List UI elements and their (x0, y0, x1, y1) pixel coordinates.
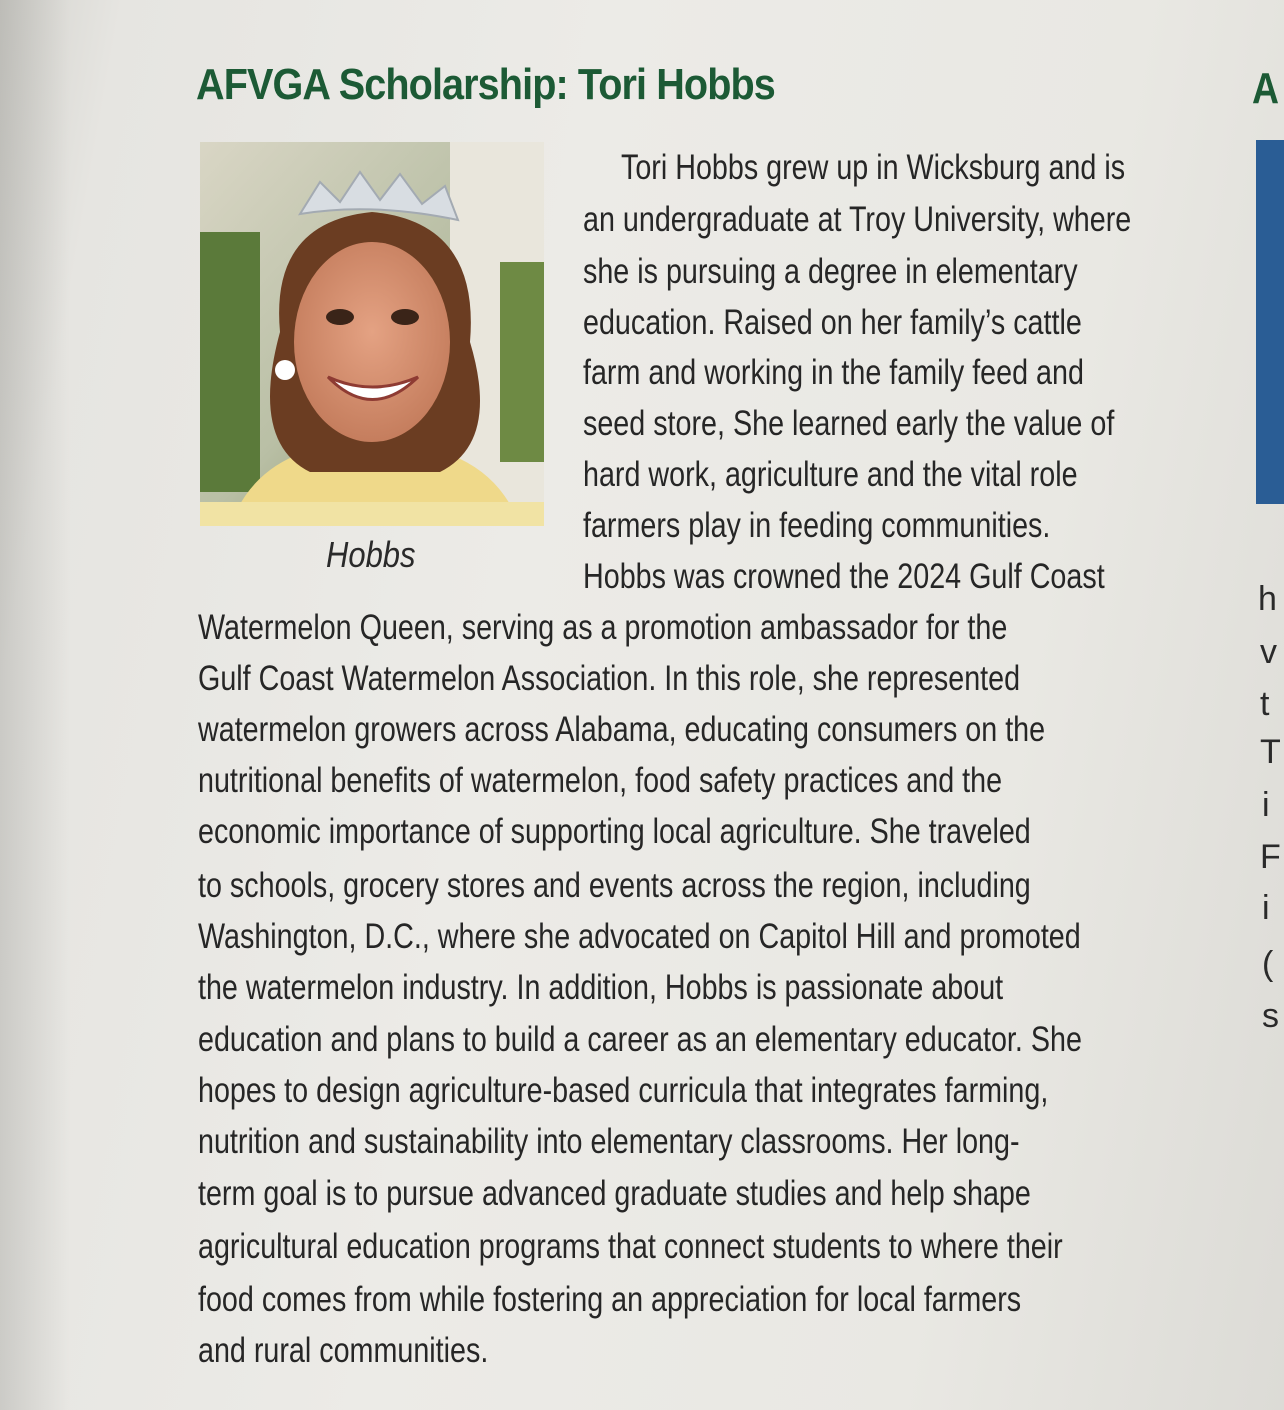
body-line: Gulf Coast Watermelon Association. In this role, she represented (198, 659, 1021, 698)
body-line: economic importance of supporting local agriculture. She traveled (198, 812, 1031, 851)
body-line: food comes from while fostering an appreciation for local farmers (198, 1280, 1022, 1319)
adjacent-text-fragment: v (1260, 633, 1277, 671)
adjacent-text-fragment: ( (1262, 945, 1274, 983)
body-line: Hobbs was crowned the 2024 Gulf Coast (583, 557, 1105, 596)
page-shadow (0, 0, 70, 1410)
body-line: and rural communities. (198, 1331, 489, 1370)
body-line: Tori Hobbs grew up in Wicksburg and is (621, 148, 1126, 187)
body-line: nutrition and sustainability into elementary classrooms. Her long- (198, 1122, 1020, 1161)
body-line: education. Raised on her family’s cattle (583, 303, 1082, 342)
photo-caption: Hobbs (326, 534, 416, 575)
body-line: education and plans to build a career as an elementary educator. She (198, 1020, 1082, 1059)
adjacent-text-fragment: h (1258, 580, 1277, 618)
body-line: Washington, D.C., where she advocated on Capitol Hill and promoted (198, 917, 1081, 956)
adjacent-text-fragment: F (1260, 838, 1281, 876)
adjacent-text-fragment: t (1260, 685, 1270, 723)
portrait-photo (200, 142, 544, 526)
body-line: seed store, She learned early the value of (583, 404, 1115, 443)
body-line: farmers play in feeding communities. (583, 506, 1051, 545)
adjacent-page-header: A (1252, 64, 1280, 113)
body-line: an undergraduate at Troy University, where (583, 200, 1132, 239)
adjacent-page-blue-panel (1256, 140, 1284, 504)
body-line: agricultural education programs that connect students to where their (198, 1227, 1063, 1266)
body-line: hopes to design agriculture-based curricula that integrates farming, (198, 1071, 1049, 1110)
body-line: hard work, agriculture and the vital role (583, 455, 1078, 494)
adjacent-text-fragment: i (1262, 889, 1270, 927)
body-line: term goal is to pursue advanced graduate studies and help shape (198, 1174, 1031, 1213)
portrait-illustration (200, 142, 544, 526)
body-line: the watermelon industry. In addition, Hobbs is passionate about (198, 968, 1004, 1007)
body-line: watermelon growers across Alabama, educating consumers on the (198, 710, 1046, 749)
adjacent-text-fragment: T (1260, 733, 1281, 771)
body-line: she is pursuing a degree in elementary (583, 252, 1078, 291)
adjacent-text-fragment: s (1262, 997, 1279, 1035)
body-line: nutritional benefits of watermelon, food safety practices and the (198, 761, 1003, 800)
article-title: AFVGA Scholarship: Tori Hobbs (196, 60, 775, 109)
body-line: Watermelon Queen, serving as a promotion ambassador for the (198, 608, 1008, 647)
body-line: farm and working in the family feed and (583, 353, 1084, 392)
body-line: to schools, grocery stores and events across the region, including (198, 866, 1031, 905)
adjacent-text-fragment: i (1262, 786, 1270, 824)
